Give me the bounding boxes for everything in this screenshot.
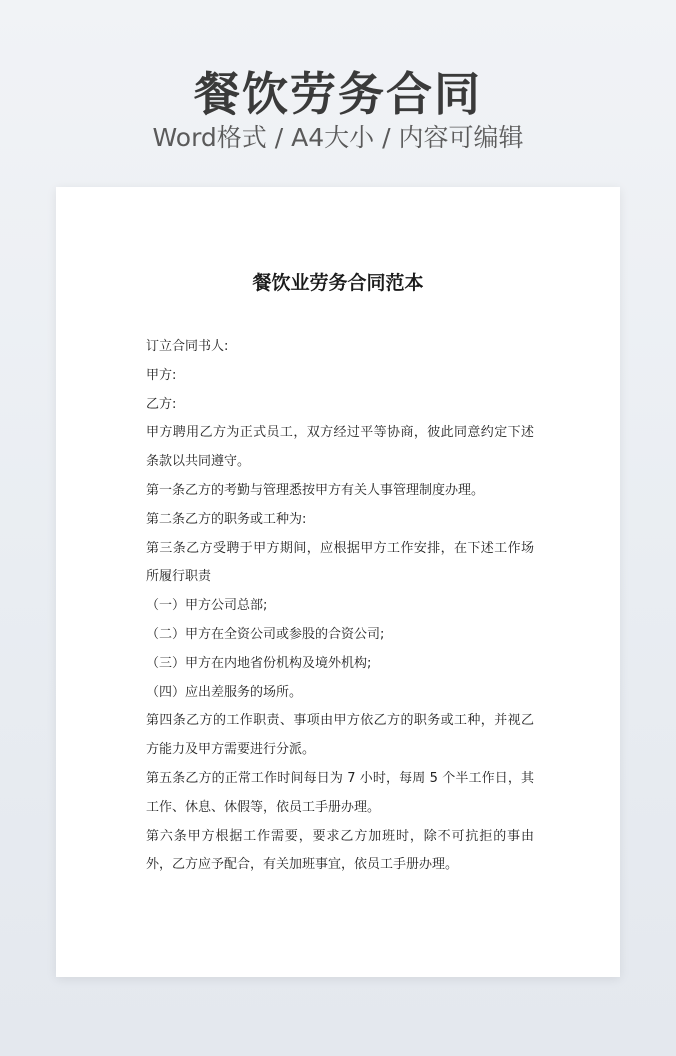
article-2: 第二条乙方的职务或工种为: xyxy=(146,511,307,527)
party-b-line: 乙方: xyxy=(146,396,177,412)
article-3-item-4: （四）应出差服务的场所。 xyxy=(146,684,303,700)
intro-paragraph: 甲方聘用乙方为正式员工，双方经过平等协商，彼此同意约定下述条款以共同遵守。 xyxy=(146,425,534,470)
party-a-line: 甲方: xyxy=(146,367,177,383)
article-3-item-1: （一）甲方公司总部; xyxy=(146,598,268,614)
article-6: 第六条甲方根据工作需要，要求乙方加班时，除不可抗拒的事由外，乙方应予配合，有关加班事宜，依员工手册办理。 xyxy=(146,828,534,873)
document-title: 餐饮业劳务合同范本 xyxy=(252,272,424,294)
document-page xyxy=(56,187,620,977)
banner-title: 餐饮劳务合同 xyxy=(194,67,482,121)
banner-subtitle: Word格式 / A4大小 / 内容可编辑 xyxy=(152,123,524,152)
article-3-item-2: （二）甲方在全资公司或参股的合资公司; xyxy=(146,626,385,642)
article-3: 第三条乙方受聘于甲方期间，应根据甲方工作安排，在下述工作场所履行职责 xyxy=(146,540,534,585)
article-3-item-3: （三）甲方在内地省份机构及境外机构; xyxy=(146,655,372,671)
article-5: 第五条乙方的正常工作时间每日为 7 小时，每周 5 个半工作日，其工作、休息、休假等，依员工手册办理。 xyxy=(146,770,534,815)
article-4: 第四条乙方的工作职责、事项由甲方依乙方的职务或工种，并视乙方能力及甲方需要进行分派。 xyxy=(146,713,534,758)
article-1: 第一条乙方的考勤与管理悉按甲方有关人事管理制度办理。 xyxy=(146,482,485,498)
contract-parties-label: 订立合同书人: xyxy=(146,339,229,354)
document-body xyxy=(146,333,534,880)
